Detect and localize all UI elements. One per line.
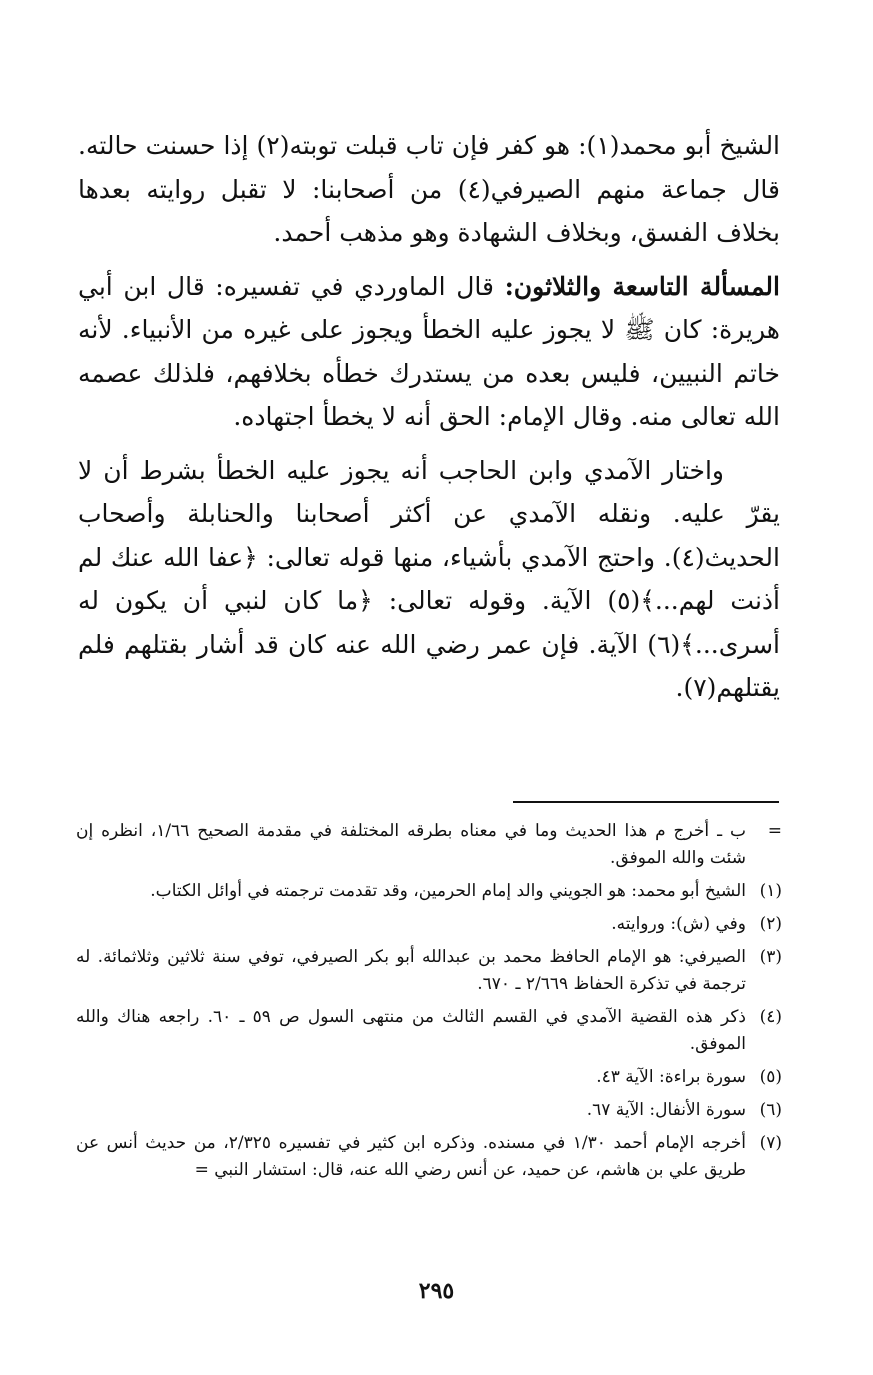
- footnote-3: [76, 944, 782, 998]
- footnote-mark: (٥): [759, 1067, 782, 1087]
- paragraph-2: [78, 265, 780, 439]
- paragraph-1: الشيخ أبو محمد(١): هو كفر فإن تاب قبلت توبته(٢) إذا حسنت حالته. قال جماعة منهم الصيرفي(٤) من أصحابنا: لا تقبل روايته بعدها بخلاف الفسق، وبخلاف الشهادة وهو مذهب أحمد.: [78, 131, 781, 247]
- footnote-text: أخرجه الإمام أحمد ١/٣٠ في مسنده. وذكره ابن كثير في تفسيره ٢/٣٢٥، من حديث أنس عن طريق علي بن هاشم، عن حميد، عن أنس رضي الله عنه، قال: استشار النبي =: [76, 1133, 746, 1180]
- footnote-mark: (٧): [759, 1133, 782, 1153]
- footnote-divider: [513, 801, 779, 803]
- footnote-text: الصيرفي: هو الإمام الحافظ محمد بن عبدالله أبو بكر الصيرفي، توفي سنة ثلاثين وثلاثمائة. له ترجمة في تذكرة الحفاظ ٢/٦٦٩ ـ ٦٧٠.: [76, 947, 746, 994]
- main-text-block: [78, 124, 780, 720]
- page-number: ٢٩٥: [418, 1278, 455, 1304]
- footnote-text: سورة براءة: الآية ٤٣.: [596, 1067, 746, 1087]
- footnote-text: سورة الأنفال: الآية ٦٧.: [586, 1100, 746, 1120]
- footnote-mark: (٦): [759, 1100, 782, 1120]
- footnotes-block: [76, 818, 782, 1190]
- footnote-mark: (١): [759, 881, 782, 901]
- footnote-mark: (٣): [759, 947, 782, 967]
- paragraph-3: واختار الآمدي وابن الحاجب أنه يجوز عليه الخطأ بشرط أن لا يقرّ عليه. ونقله الآمدي عن أكثر أصحابنا والحنابلة وأصحاب الحديث(٤). واحتج الآمدي بأشياء، منها قوله تعالى: ﴿عفا الله عنك لم أذنت لهم...﴾(٥) الآية. وقوله تعالى: ﴿ما كان لنبي أن يكون له أسرى...﴾(٦) الآية. فإن عمر رضي الله عنه كان قد أشار بقتلهم فلم يقتلهم(٧).: [78, 455, 780, 702]
- footnote-mark: (٢): [759, 914, 782, 934]
- footnote-5: [76, 1064, 782, 1091]
- footnote-text: وفي (ش): وروايته.: [611, 914, 746, 934]
- footnote-4: [76, 1004, 782, 1058]
- footnote-text: ب ـ أخرج م هذا الحديث وما في معناه بطرقه المختلفة في مقدمة الصحيح ١/٦٦، انظره إن شئت والله الموفق.: [76, 821, 746, 868]
- paragraph-2-text: قال الماوردي في تفسيره: قال ابن أبي هريرة: كان ﷺ لا يجوز عليه الخطأ ويجوز على غيره من الأنبياء. لأنه خاتم النبيين، فليس بعده من يستدرك خطأه بخلافهم، فلذلك عصمه الله تعالى منه. وقال الإمام: الحق أنه لا يخطأ اجتهاده.: [78, 271, 781, 431]
- footnote-1: [76, 878, 782, 905]
- footnote-continuation: [76, 818, 782, 872]
- footnote-2: [76, 911, 782, 938]
- footnote-text: الشيخ أبو محمد: هو الجويني والد إمام الحرمين، وقد تقدمت ترجمته في أوائل الكتاب.: [150, 881, 746, 901]
- footnote-7: [76, 1130, 782, 1184]
- footnote-6: [76, 1097, 782, 1124]
- footnote-text: ذكر هذه القضية الآمدي في القسم الثالث من منتهى السول ص ٥٩ ـ ٦٠. راجعه هناك والله الموفق.: [76, 1007, 746, 1054]
- section-heading: المسألة التاسعة والثلاثون:: [504, 271, 780, 301]
- footnote-mark: (٤): [759, 1007, 782, 1027]
- footnote-mark: =: [767, 821, 782, 841]
